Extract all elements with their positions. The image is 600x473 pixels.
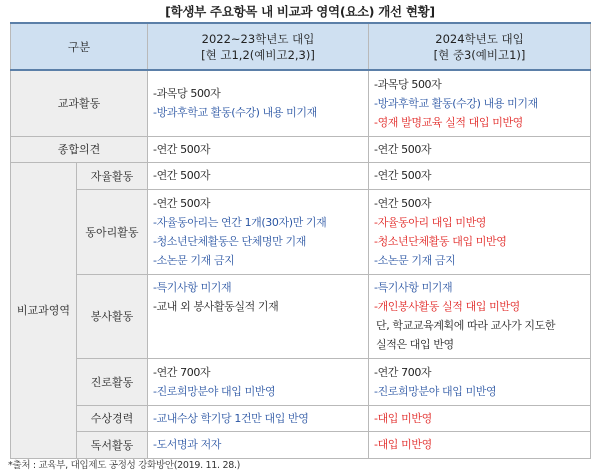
row-label-awards: 수상경력 [77, 405, 148, 431]
list-item: -특기사항 미기재 [153, 280, 232, 294]
cell-subject-2022 [148, 70, 369, 136]
list-item: -연간 500자 [374, 142, 432, 156]
cell-career-2024 [369, 358, 591, 405]
cell-overall-2022 [148, 136, 369, 162]
list-item: -자율동아리는 연간 1개(30자)만 기재 [153, 215, 327, 229]
cell-reading-2024 [369, 431, 591, 458]
row-label-autonomous: 자율활동 [77, 162, 148, 189]
row-label-subject: 교과활동 [11, 70, 148, 136]
cell-reading-2022 [148, 431, 369, 458]
cell-autonomous-2022 [148, 162, 369, 189]
header-category: 구분 [11, 23, 148, 70]
list-item: -소논문 기재 금지 [153, 253, 235, 267]
row-label-club: 동아리활동 [77, 189, 148, 274]
list-item: -연간 500자 [374, 196, 432, 210]
list-item: -특기사항 미기재 [374, 281, 453, 294]
row-label-career: 진로활동 [77, 358, 148, 405]
header-col-2024 [369, 23, 591, 70]
list-item: -방과후학교 활동(수강) 내용 미기재 [374, 96, 538, 110]
page-title: [학생부 주요항목 내 비교과 영역(요소) 개선 현황] [165, 4, 435, 19]
list-item: -도서명과 저자 [153, 438, 222, 451]
list-item: -소논문 기재 금지 [374, 253, 456, 267]
header-col-2022-target: [현 고1,2(예비고2,3)] [201, 47, 315, 62]
table-row [11, 405, 591, 431]
table-row [11, 358, 591, 405]
cell-club-2024 [369, 189, 591, 274]
cell-autonomous-2024 [369, 162, 591, 189]
list-item: -연간 700자 [153, 365, 211, 379]
table-row [11, 162, 591, 189]
table-header-row [11, 23, 591, 70]
list-item: -청소년단체활동은 단체명만 기재 [153, 234, 306, 248]
list-item: -자율동아리 대입 미반영 [374, 215, 487, 229]
cell-career-2022 [148, 358, 369, 405]
list-item: -연간 500자 [153, 169, 211, 182]
list-item: -영재 발명교육 실적 대입 미반영 [374, 115, 523, 129]
list-item: -대입 미반영 [374, 411, 432, 425]
list-item: -과목당 500자 [374, 77, 442, 91]
row-label-overall: 종합의견 [11, 136, 148, 162]
table-row [11, 274, 591, 358]
list-item: 실적은 대입 반영 [376, 338, 454, 351]
list-item: -방과후학교 활동(수강) 내용 미기재 [153, 106, 317, 120]
row-label-extracurricular: 비교과영역 [11, 162, 77, 458]
list-item: -진로희망분야 대입 미반영 [153, 384, 276, 398]
cell-subject-2024 [369, 70, 591, 136]
row-label-volunteer: 봉사활동 [77, 274, 148, 358]
list-item: -연간 500자 [153, 142, 211, 156]
row-label-reading: 독서활동 [77, 431, 148, 458]
cell-awards-2024 [369, 405, 591, 431]
list-item: -과목당 500자 [153, 87, 221, 101]
list-item: 단, 학교교육계획에 따라 교사가 지도한 [376, 319, 556, 332]
table-row [11, 189, 591, 274]
header-col-2024-target: [현 중3(예비고1)] [433, 47, 526, 62]
list-item: -연간 700자 [374, 365, 432, 379]
table-row [11, 136, 591, 162]
cell-volunteer-2024 [369, 274, 591, 358]
list-item: -진로희망분야 대입 미반영 [374, 384, 497, 398]
cell-awards-2022 [148, 405, 369, 431]
comparison-table [10, 22, 591, 459]
header-col-2024-year: 2024학년도 대입 [435, 31, 524, 46]
table-row [11, 70, 591, 136]
header-col-2022-year: 2022~23학년도 대입 [201, 31, 315, 46]
list-item: -연간 500자 [374, 169, 432, 182]
header-col-2022 [148, 23, 369, 70]
list-item: -교내 외 봉사활동실적 기재 [153, 299, 279, 313]
list-item: -청소년단체활동 대입 미반영 [374, 234, 507, 248]
cell-club-2022 [148, 189, 369, 274]
table-row [11, 431, 591, 458]
list-item: -연간 500자 [153, 196, 211, 210]
cell-overall-2024 [369, 136, 591, 162]
list-item: -교내수상 학기당 1건만 대입 반영 [153, 411, 309, 425]
cell-volunteer-2022 [148, 274, 369, 358]
source-note: *출처 : 교육부, 대입제도 공정성 강화방안(2019. 11. 28.) [8, 460, 241, 471]
list-item: -대입 미반영 [374, 438, 432, 451]
list-item: -개인봉사활동 실적 대입 미반영 [374, 300, 520, 313]
